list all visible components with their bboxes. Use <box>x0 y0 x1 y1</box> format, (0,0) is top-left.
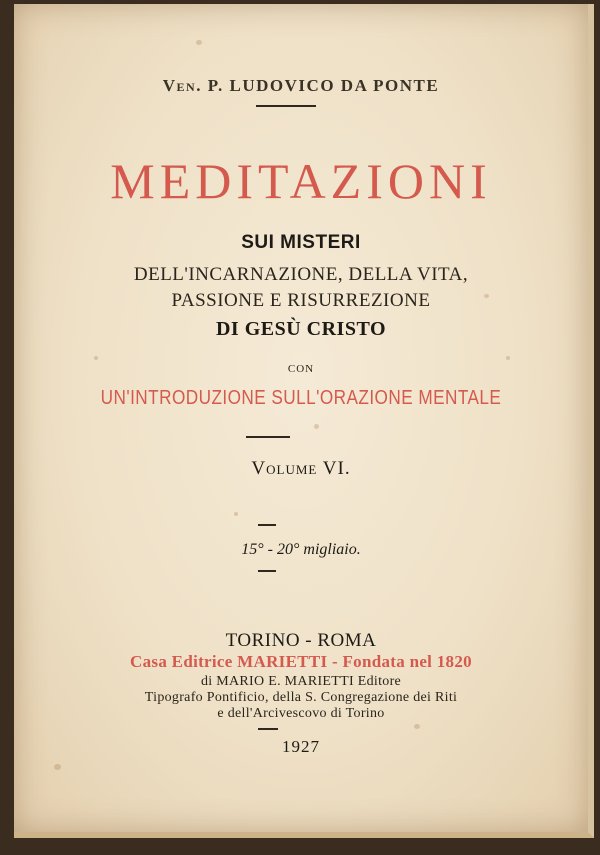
foxing-spot <box>54 764 61 770</box>
divider-line <box>246 436 290 438</box>
printer-line-1: Tipografo Pontificio, della S. Congregazione dei Riti <box>144 690 458 705</box>
divider-line <box>258 570 276 572</box>
author-name: Ven. P. LUDOVICO DA PONTE <box>162 76 440 95</box>
subtitle-line-1: SUI MISTERI <box>241 232 361 253</box>
publication-city: TORINO - ROMA <box>225 630 377 651</box>
introduction-line: UN'INTRODUZIONE SULL'ORAZIONE MENTALE <box>100 387 502 409</box>
connector-word: CON <box>287 363 315 375</box>
subtitle-line-2: DELL'INCARNAZIONE, DELLA VITA, <box>133 264 469 285</box>
printing-run: 15° - 20° migliaio. <box>241 541 361 558</box>
divider-line <box>258 524 276 526</box>
foxing-spot <box>234 512 238 516</box>
editor-line: di MARIO E. MARIETTI Editore <box>200 674 402 689</box>
publisher-name: Casa Editrice MARIETTI - Fondata nel 1820 <box>130 652 472 671</box>
volume-number: Volume VI. <box>251 458 351 479</box>
publication-year: 1927 <box>282 737 320 756</box>
subtitle-line-3: PASSIONE E RISURREZIONE <box>171 290 431 311</box>
book-title: MEDITAZIONI <box>110 153 492 209</box>
foxing-spot <box>414 724 420 729</box>
foxing-spot <box>196 40 202 45</box>
printer-line-2: e dell'Arcivescovo di Torino <box>217 706 385 721</box>
foxing-spot <box>314 424 319 429</box>
foxing-spot <box>94 356 98 360</box>
divider-line <box>256 105 316 107</box>
divider-line <box>258 728 278 730</box>
book-cover-page <box>14 4 594 838</box>
foxing-spot <box>506 356 510 360</box>
subtitle-line-4: DI GESÙ CRISTO <box>215 318 387 340</box>
